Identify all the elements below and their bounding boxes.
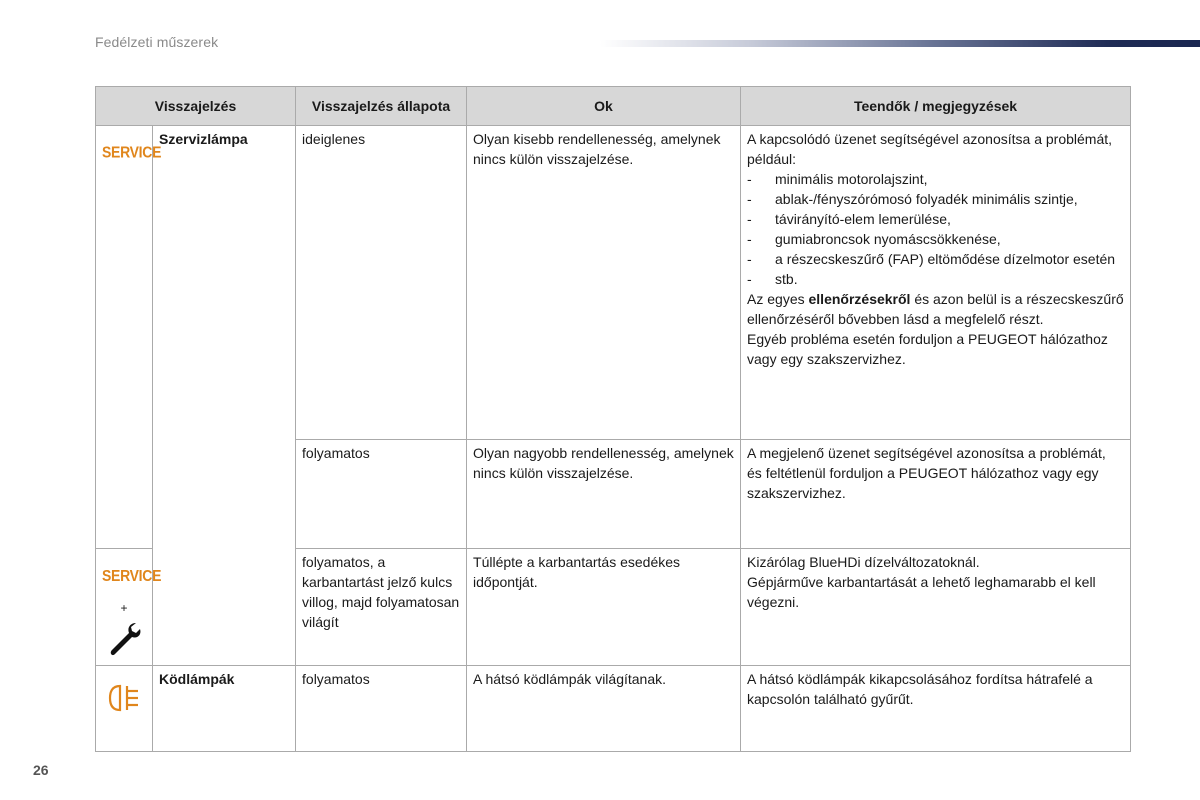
service-warning-icon: SERVICE (102, 142, 162, 162)
list-item: - távirányító-elem lemerülése, (747, 211, 951, 227)
state-cell: folyamatos, a karbantartást jelző kulcs villog, majd folyamatosan világít (296, 549, 467, 666)
actions-cell: A hátsó ködlámpák kikapcsolásához fordítsa hátrafelé a kapcsolón található gyűrűt. (741, 666, 1131, 752)
action-paragraph: Az egyes ellenőrzésekről és azon belül is a részecskeszűrő ellenőrzéséről bővebben lásd a megfelelő részt. (747, 291, 1124, 327)
cause-cell: Túllépte a karbantartás esedékes időpontját. (467, 549, 741, 666)
cause-cell: Olyan kisebb rendellenesség, amelynek nincs külön visszajelzése. (467, 126, 741, 440)
table-header-row (96, 87, 1131, 126)
state-cell: folyamatos (296, 440, 467, 549)
actions-cell (741, 549, 1131, 666)
col-header-indicator: Visszajelzés (96, 87, 296, 126)
actions-cell: A megjelenő üzenet segítségével azonosítsa a problémát, és feltétlenül forduljon a PEUGEOT hálózathoz vagy egy szakszervizhez. (741, 440, 1131, 549)
cause-cell: A hátsó ködlámpák világítanak. (467, 666, 741, 752)
header-decor-bar (600, 40, 1200, 47)
list-item: - minimális motorolajszint, (747, 171, 928, 187)
col-header-state: Visszajelzés állapota (296, 87, 467, 126)
warning-lights-table (95, 86, 1131, 752)
service-wrench-icon-cell (96, 549, 162, 666)
col-header-cause: Ok (467, 87, 741, 126)
state-cell: ideiglenes (296, 126, 467, 440)
list-item: - gumiabroncsok nyomáscsökkenése, (747, 231, 1001, 247)
running-header: Fedélzeti műszerek (95, 34, 219, 50)
service-icon-cell (96, 126, 162, 549)
service-warning-icon: SERVICE (102, 565, 162, 585)
col-header-actions: Teendők / megjegyzések (741, 87, 1131, 126)
indicator-name-service: Szervizlámpa (153, 126, 296, 666)
action-paragraph: Gépjárműve karbantartását a lehető leghamarabb el kell végezni. (747, 574, 1096, 610)
list-item: - ablak-/fényszórómosó folyadék minimális szintje, (747, 191, 1078, 207)
cause-cell: Olyan nagyobb rendellenesség, amelynek nincs külön visszajelzése. (467, 440, 741, 549)
list-item: - a részecskeszűrő (FAP) eltömődése dízelmotor esetén (747, 251, 1116, 267)
plus-sign: + (120, 601, 128, 615)
table-row (96, 666, 1131, 752)
action-intro: A kapcsolódó üzenet segítségével azonosítsa a problémát, például: (747, 131, 1113, 167)
action-paragraph: Egyéb probléma esetén forduljon a PEUGEOT hálózathoz vagy egy szakszervizhez. (747, 331, 1108, 367)
page-number: 26 (33, 762, 49, 778)
actions-cell (741, 126, 1131, 440)
wrench-icon (106, 620, 142, 660)
rear-fog-lamp-icon (107, 683, 141, 713)
list-item: - stb. (747, 271, 798, 287)
table-row (96, 126, 1131, 440)
action-paragraph: Kizárólag BlueHDi dízelváltozatoknál. (747, 554, 980, 570)
state-cell: folyamatos (296, 666, 467, 752)
indicator-name-fog: Ködlámpák (153, 666, 296, 752)
fog-icon-cell (96, 666, 153, 752)
